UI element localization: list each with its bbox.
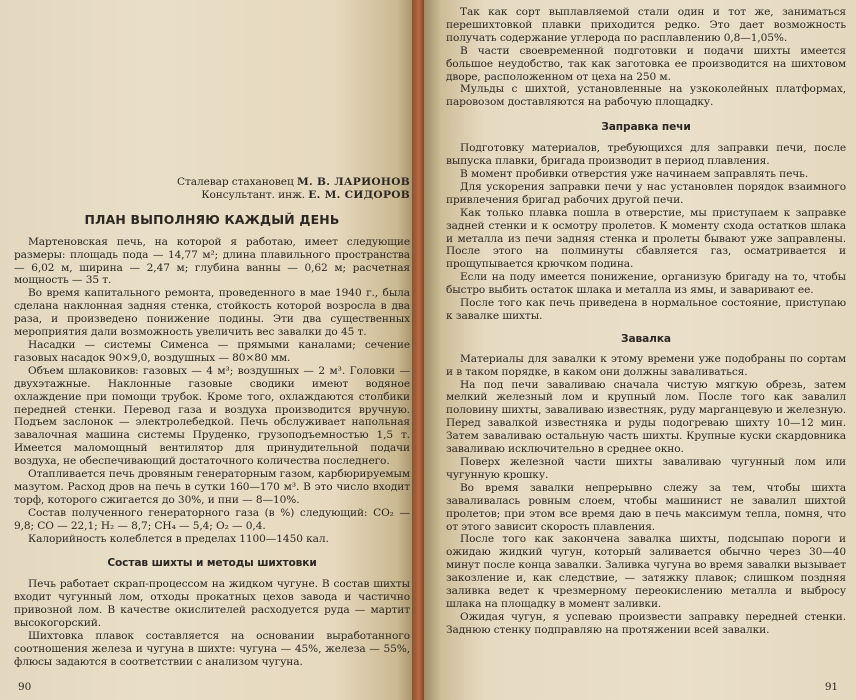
- author-role: Сталевар стахановец: [176, 176, 294, 188]
- consultant-role: Консультант. инж.: [201, 188, 306, 201]
- consultant-name: Е. М. СИДОРОВ: [308, 188, 410, 201]
- page-number: 91: [824, 681, 838, 694]
- paragraph: Состав полученного генераторного газа (в %) следующий: CO₂ — 9,8; CO — 22,1; H₂ — 8,7; CH₄ — 5,4; O₂ — 0,4.: [14, 506, 410, 532]
- paragraph: Печь работает скрап-процессом на жидком чугуне. В состав шихты входит чугунный лом, отходы прокатных цехов завода и частично привозной лом. В качестве окислителей расходуется руда — мартит высокогорский.: [14, 578, 410, 630]
- right-page: [424, 0, 856, 700]
- author-line: [14, 176, 410, 189]
- section-title: Завалка: [621, 332, 671, 345]
- paragraph: Как только плавка пошла в отверстие, мы приступаем к заправке задней стенки и к осмотру пролетов. К моменту схода остатков шлака и металла из печи задняя стенка и пролеты бывают уже заправлены. После этого на полминуты сбавляется газ, осматривается и прощупывается крючком подина.: [446, 206, 846, 271]
- paragraph: Отапливается печь дровяным генераторным газом, карбюрируемым мазутом. Расход дров на печь в сутки 160—170 м³. В это число входит торф, которого сжигается до 30%, и пни — 8—10%.: [14, 468, 410, 506]
- paragraph: Шихтовка плавок составляется на основании выработанного соотношения железа и чугуна в шихте: чугуна — 45%, железа — 55%, флюсы задаются в соответствии с анализом чугуна.: [14, 630, 410, 668]
- paragraph: Так как сорт выплавляемой стали один и тот же, заниматься перешихтовкой плавки приходится редко. Это дает возможность получать содержание углерода по расплавлению 0,8—1,05%.: [446, 6, 846, 44]
- paragraph: Мартеновская печь, на которой я работаю, имеет следующие размеры: площадь пода — 14,77 м²; длина плавильного пространства — 6,02 м, ширина — 2,47 м; глубина ванны — 0,62 м; расчетная мощность — 35 т.: [14, 235, 410, 287]
- left-page: [0, 0, 418, 700]
- paragraph: Поверх железной части шихты заваливаю чугунный лом или чугунную крошку.: [446, 456, 846, 481]
- paragraph: Если на поду имеется понижение, организую бригаду на то, чтобы быстро выбить остаток шлака и металла из ямы, и заваривают ее.: [446, 271, 846, 297]
- paragraph: Мульды с шихтой, установленные на узкоколейных платформах, паровозом доставляются на рабочую площадку.: [446, 83, 846, 109]
- paragraph: Материалы для завалки к этому времени уже подобраны по сортам и в таком порядке, в каком они должны заваливаться.: [446, 352, 846, 378]
- paragraph: Для ускорения заправки печи у нас установлен порядок взаимного привлечения бригад рабочих другой печи.: [446, 180, 846, 206]
- paragraph: Насадки — системы Сименса — прямыми каналами; сечение газовых насадок 90×9,0, воздушных — 80×80 мм.: [14, 338, 410, 364]
- paragraph: Во время капитального ремонта, проведенного в мае 1940 г., была сделана наклонная задняя стенка, стойкость которой возросла в два раза, и произведено понижение подины. Эти два существенных мероприятия дали возможность увеличить вес завалки до 45 т.: [14, 287, 410, 339]
- paragraph: Подготовку материалов, требующихся для заправки печи, после выпуска плавки, бригада производит в период плавления.: [446, 142, 846, 168]
- section-title: Состав шихты и методы шихтовки: [107, 557, 317, 570]
- paragraph: После того как закончена завалка шихты, подсыпаю пороги и ожидаю жидкий чугун, который заливается обычно через 30—40 минут после конца завалки. Заливка чугуна во время завалки вызывает закозление и, как следствие, — затяжку плавок; слишком поздняя заливка ведет к чрезмерному переокислению металла и выбросу шлака на площадку в момент заливки.: [446, 533, 846, 610]
- paragraph: В момент пробивки отверстия уже начинаем заправлять печь.: [460, 167, 809, 180]
- paragraph: Калорийность колеблется в пределах 1100—1450 кал.: [28, 532, 329, 545]
- section-title: Заправка печи: [601, 121, 691, 134]
- article-title: ПЛАН ВЫПОЛНЯЮ КАЖДЫЙ ДЕНЬ: [84, 211, 340, 227]
- consultant-line: [14, 189, 410, 202]
- paragraph: После того как печь приведена в нормальное состояние, приступаю к завалке шихты.: [446, 297, 846, 322]
- paragraph: Ожидая чугун, я успеваю произвести заправку передней стенки. Заднюю стенку подправляю на протяжении всей завалки.: [446, 610, 846, 636]
- author-name: М. В. ЛАРИОНОВ: [296, 176, 410, 188]
- paragraph: Во время завалки непрерывно слежу за тем, чтобы шихта заваливалась ровным слоем, чтобы машинист не завалил шихтой пролетов; при этом все время даю в печь максимум тепла, помня, что от этого зависит скорость плавления.: [446, 481, 846, 533]
- paragraph: В части своевременной подготовки и подачи шихты имеется большое неудобство, так как заготовка ее производится на шихтовом дворе, расположенном от цеха на 250 м.: [446, 44, 846, 83]
- paragraph: На под печи заваливаю сначала чистую мягкую обрезь, затем мелкий железный лом и крупный лом. После того как завалил половину шихты, заваливаю известняк, руду марганцевую и железную. Перед завалкой известняка и руды подогреваю шихту 10—12 мин. Затем заваливаю остальную часть шихты. Крупные куски скардовника заваливаю исключительно в среднее окно.: [446, 378, 846, 456]
- paragraph: Объем шлаковиков: газовых — 4 м³; воздушных — 2 м³. Головки — двухэтажные. Наклонные газовые сводики имеют водяное охлаждение при помощи трубок. Кроме того, охлаждаются столбики передней стенки. Перевод газа и воздуха производится вручную. Подъем заслонок — электролебедкой. Печь обслуживает напольная завалочная машина системы Пруденко, грузоподъемностью 1,5 т. Имеется маломощный вентилятор для принудительной подачи воздуха, не обеспечивающий достаточного количества последнего.: [14, 364, 410, 468]
- page-number: 90: [18, 681, 32, 694]
